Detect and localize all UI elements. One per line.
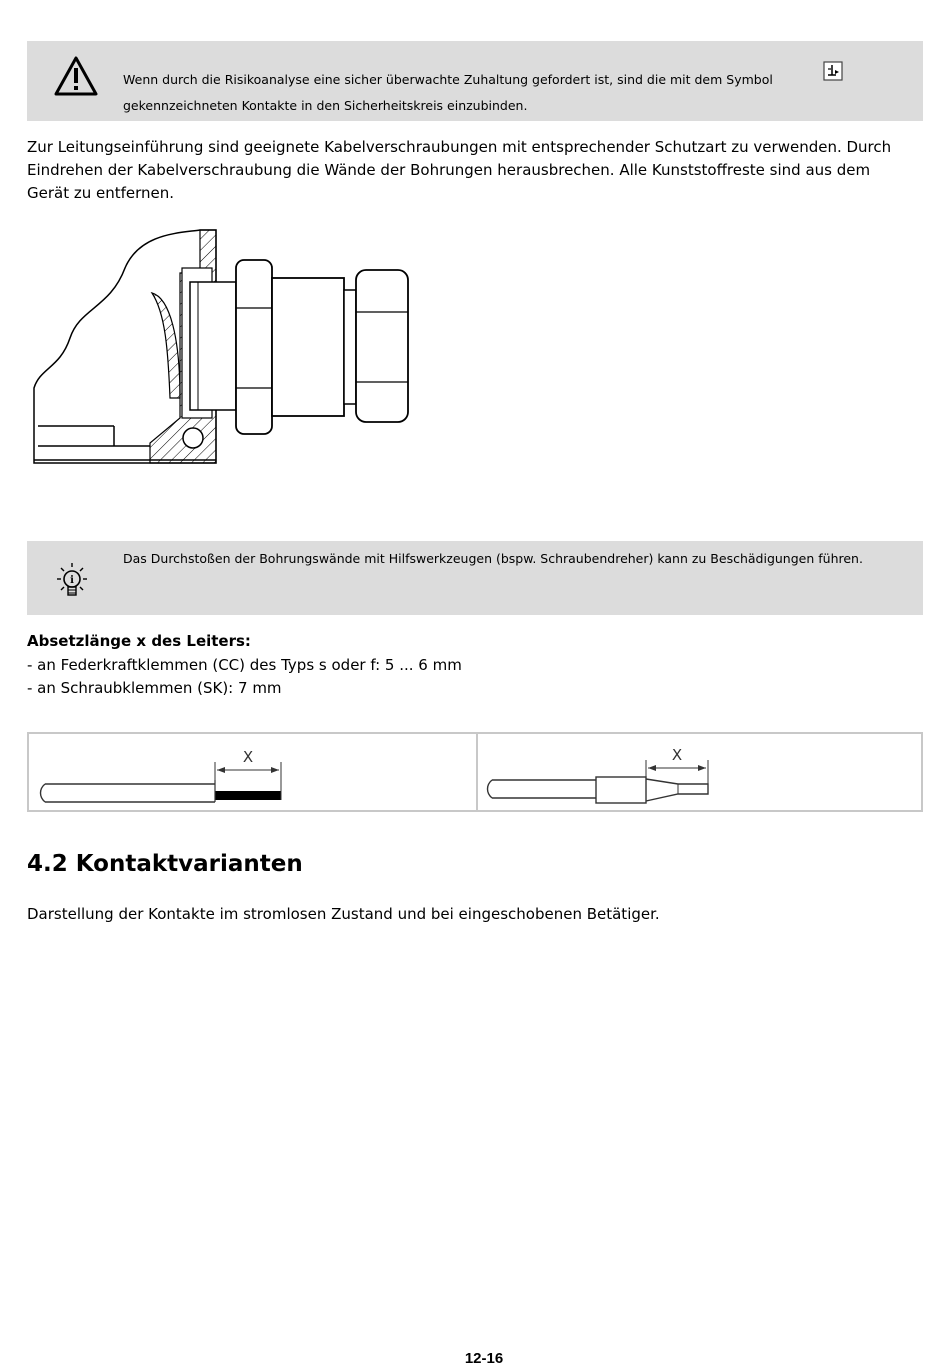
left-diagram-label: X bbox=[242, 748, 254, 766]
page-number: 12-16 bbox=[464, 1350, 504, 1367]
cable-gland-figure bbox=[30, 228, 414, 468]
warning-note bbox=[27, 41, 923, 121]
interlock-monitoring-symbol-icon bbox=[823, 61, 843, 81]
strip-length-item-sk: - an Schraubklemmen (SK): 7 mm bbox=[27, 679, 282, 697]
strip-length-diagrams bbox=[27, 732, 923, 812]
section-heading: 4.2 Kontaktvarianten bbox=[27, 851, 303, 877]
warning-text-line1: Wenn durch die Risikoanalyse eine sicher überwachte Zuhaltung gefordert ist, sind die mit dem Symbol bbox=[123, 72, 773, 87]
bare-conductor-diagram bbox=[29, 734, 474, 810]
strip-length-item-cc: - an Federkraftklemmen (CC) des Typs s oder f: 5 ... 6 mm bbox=[27, 656, 462, 674]
tip-note bbox=[27, 541, 923, 615]
lightbulb-info-icon bbox=[53, 561, 91, 601]
section-description: Darstellung der Kontakte im stromlosen Zustand und bei eingeschobenen Betätiger. bbox=[27, 905, 660, 923]
warning-text-line2: gekennzeichneten Kontakte in den Sicherheitskreis einzubinden. bbox=[123, 98, 528, 113]
ferrule-conductor-diagram bbox=[478, 734, 923, 810]
intro-line2: Eindrehen der Kabelverschraubung die Wände der Bohrungen herausbrechen. Alle Kunststoffreste sind aus dem bbox=[27, 161, 871, 179]
right-diagram-label: X bbox=[671, 746, 683, 764]
strip-length-title: Absetzlänge x des Leiters: bbox=[27, 632, 251, 650]
tip-text: Das Durchstoßen der Bohrungswände mit Hilfswerkzeugen (bspw. Schraubendreher) kann zu Beschädigungen führen. bbox=[123, 551, 863, 566]
warning-triangle-icon bbox=[53, 55, 99, 97]
intro-line1: Zur Leitungseinführung sind geeignete Kabelverschraubungen mit entsprechender Schutzart zu verwenden. Durch bbox=[27, 138, 892, 156]
svg-text:i: i bbox=[70, 575, 74, 586]
intro-line3: Gerät zu entfernen. bbox=[27, 184, 175, 202]
